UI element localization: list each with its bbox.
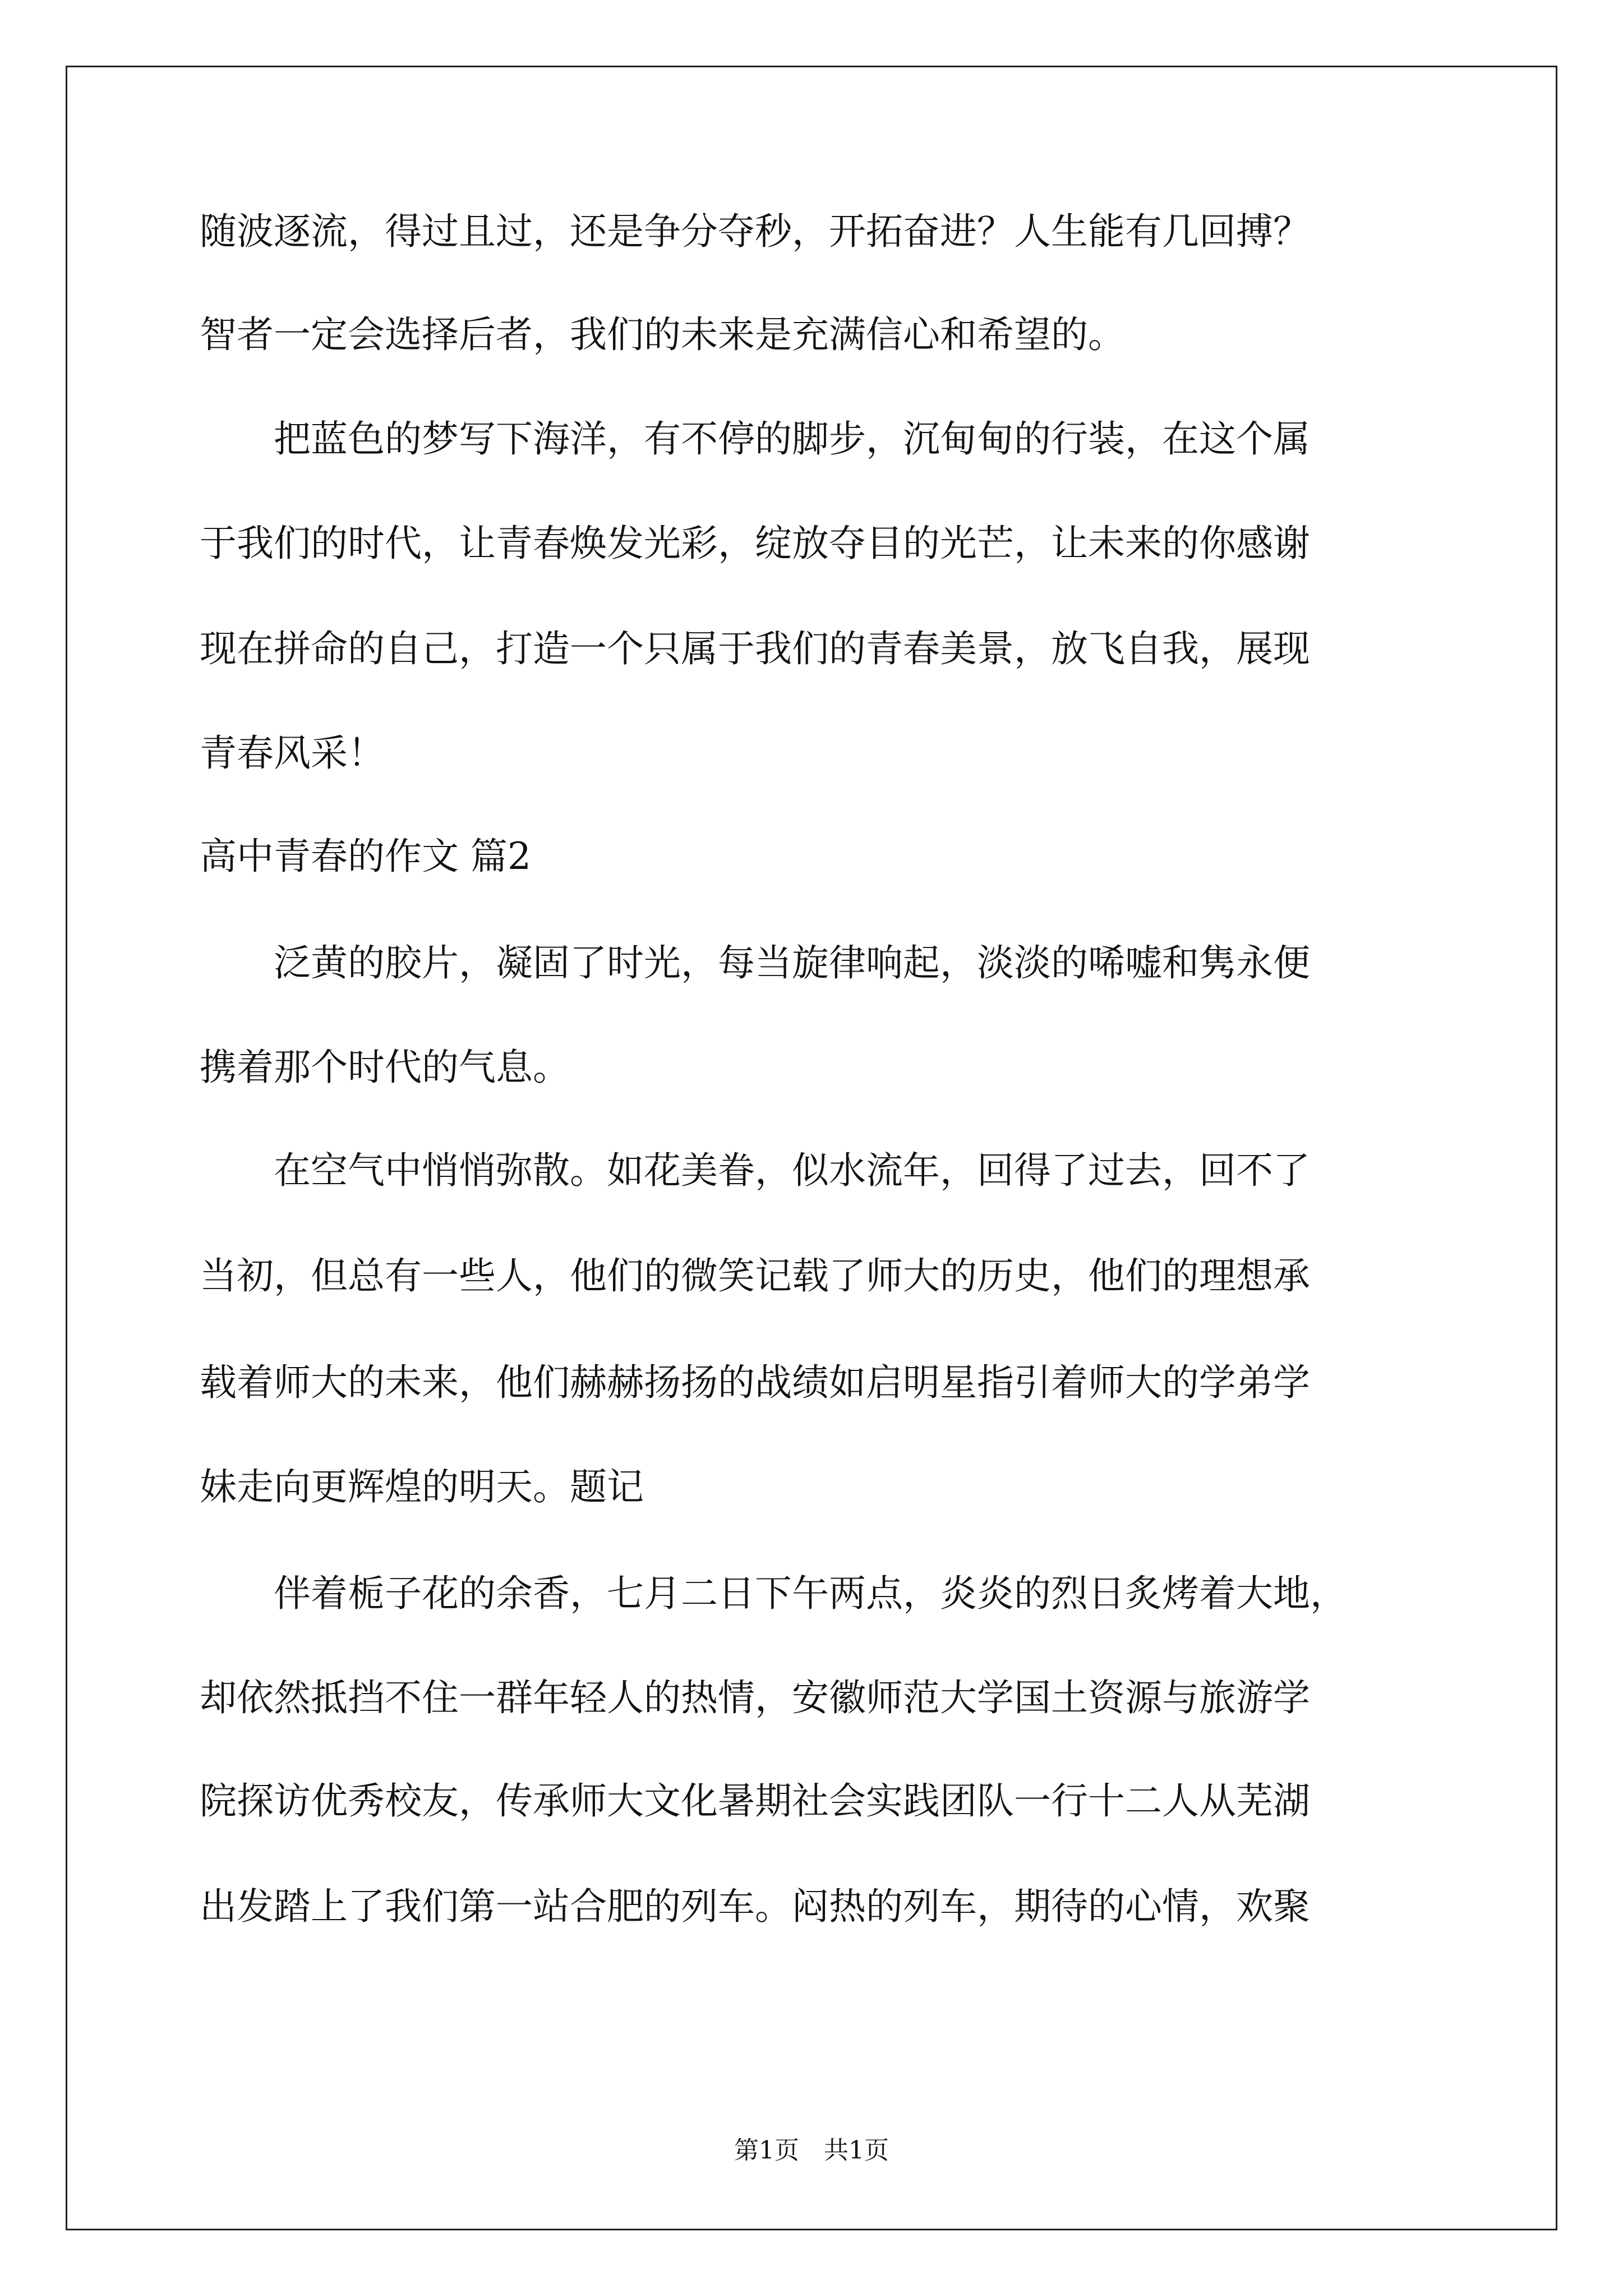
text-line: 青春风采！ bbox=[200, 731, 385, 775]
page-number-footer: 第1页 共1页 bbox=[734, 2136, 889, 2165]
section-heading: 高中青春的作文 篇2 bbox=[200, 835, 531, 878]
text-line: 在空气中悄悄弥散。如花美眷，似水流年，回得了过去，回不了 bbox=[200, 1149, 1310, 1192]
text-line: 于我们的时代，让青春焕发光彩，绽放夺目的光芒，让未来的你感谢 bbox=[200, 522, 1310, 565]
text-line: 携着那个时代的气息。 bbox=[200, 1046, 570, 1089]
text-line: 载着师大的未来，他们赫赫扬扬的战绩如启明星指引着师大的学弟学 bbox=[200, 1361, 1310, 1404]
text-line: 把蓝色的梦写下海洋，有不停的脚步，沉甸甸的行装，在这个属 bbox=[200, 417, 1310, 461]
text-line: 智者一定会选择后者，我们的未来是充满信心和希望的。 bbox=[200, 313, 1125, 356]
text-line: 伴着栀子花的余香，七月二日下午两点，炎炎的烈日炙烤着大地， bbox=[200, 1572, 1347, 1615]
document-body bbox=[200, 210, 1422, 1928]
text-line: 当初，但总有一些人，他们的微笑记载了师大的历史，他们的理想承 bbox=[200, 1254, 1310, 1297]
text-line: 随波逐流，得过且过，还是争分夺秒，开拓奋进？人生能有几回搏？ bbox=[200, 210, 1310, 253]
text-line: 院探访优秀校友，传承师大文化暑期社会实践团队一行十二人从芜湖 bbox=[200, 1779, 1310, 1823]
text-line: 却依然抵挡不住一群年轻人的热情，安徽师范大学国土资源与旅游学 bbox=[200, 1676, 1310, 1719]
text-line: 出发踏上了我们第一站合肥的列车。闷热的列车，期待的心情，欢聚 bbox=[200, 1885, 1310, 1928]
text-line: 现在拼命的自己，打造一个只属于我们的青春美景，放飞自我，展现 bbox=[200, 627, 1310, 670]
text-line: 妹走向更辉煌的明天。题记 bbox=[200, 1465, 644, 1508]
text-line: 泛黄的胶片，凝固了时光，每当旋律响起，淡淡的唏嘘和隽永便 bbox=[200, 941, 1310, 984]
